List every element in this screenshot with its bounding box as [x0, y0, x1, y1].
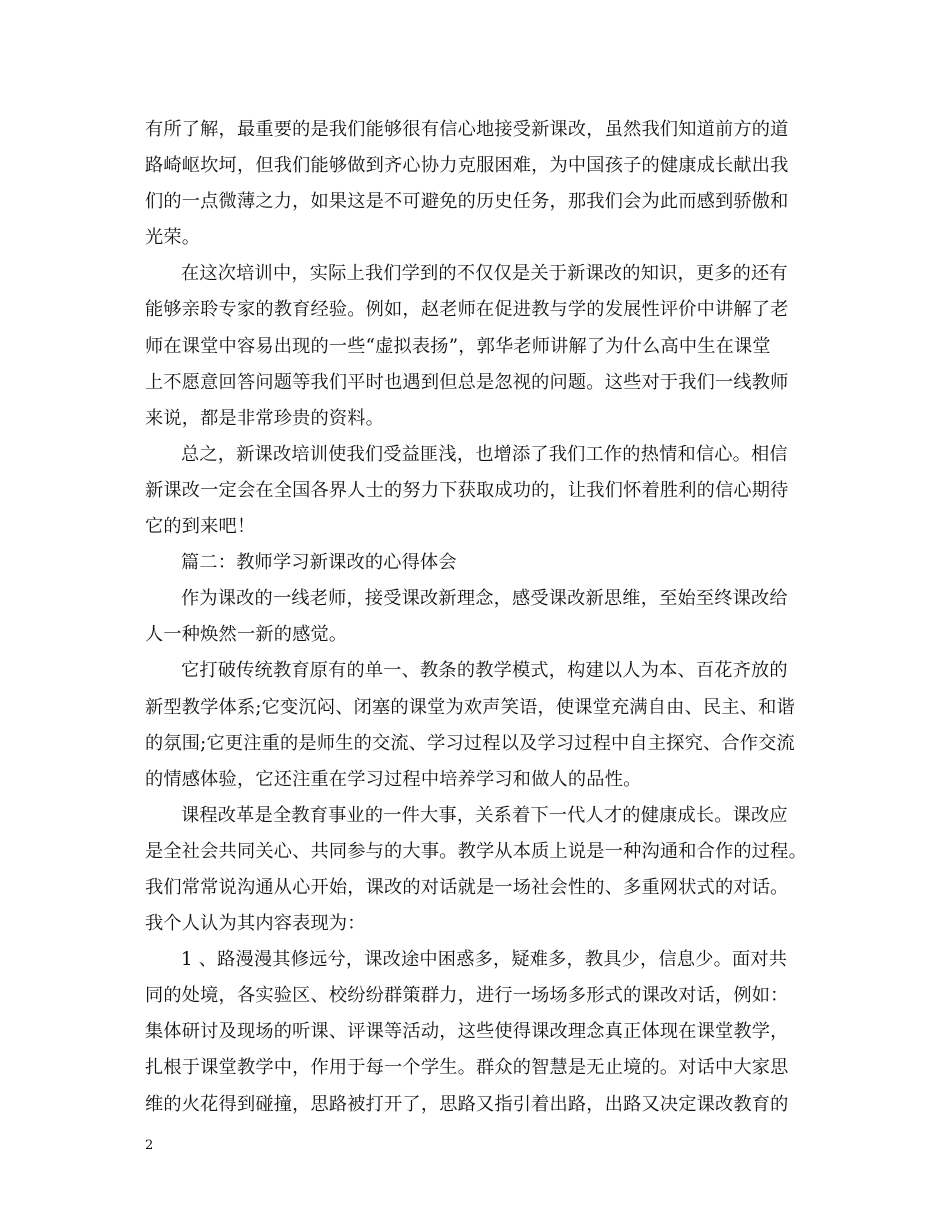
text-line: 师在课堂中容易出现的一些“虚拟表扬”，郭华老师讲解了为什么高中生在课堂	[145, 335, 771, 357]
text-line: 来说，都是非常珍贵的资料。	[145, 407, 385, 429]
text-line: 总之，新课改培训使我们受益匪浅，也增添了我们工作的热情和信心。相信	[181, 443, 788, 465]
text-line: 作为课改的一线老师，接受课改新理念，感受课改新思维，至始至终课改给	[181, 588, 788, 610]
text-line: 课程改革是全教育事业的一件大事，关系着下一代人才的健康成长。课改应	[181, 804, 788, 826]
document-body	[145, 112, 825, 1123]
text-line: 的氛围;它更注重的是师生的交流、学习过程以及学习过程中自主探究、合作交流	[145, 732, 795, 754]
text-line: 篇二：教师学习新课改的心得体会	[181, 552, 457, 574]
text-line: 同的处境，各实验区、校纷纷群策群力，进行一场场多形式的课改对话，例如：	[145, 985, 789, 1007]
text-line: 1 、路漫漫其修远兮，课改途中困惑多，疑难多，教具少，信息少。面对共	[181, 949, 788, 971]
text-line: 集体研讨及现场的听课、评课等活动，这些使得课改理念真正体现在课堂教学，	[145, 1021, 789, 1043]
text-line: 们的一点微薄之力，如果这是不可避免的历史任务，那我们会为此而感到骄傲和	[145, 191, 789, 213]
text-line: 的情感体验，它还注重在学习过程中培养学习和做人的品性。	[145, 768, 642, 790]
text-line: 维的火花得到碰撞，思路被打开了，思路又指引着出路，出路又决定课改教育的	[145, 1093, 789, 1115]
text-line: 上不愿意回答问题等我们平时也遇到但总是忽视的问题。这些对于我们一线教师	[145, 371, 789, 393]
text-line: 它打破传统教育原有的单一、教条的教学模式，构建以人为本、百花齐放的	[181, 660, 788, 682]
text-line: 我个人认为其内容表现为：	[145, 913, 366, 935]
text-line: 我们常常说沟通从心开始，课改的对话就是一场社会性的、多重网状式的对话。	[145, 876, 789, 898]
text-line: 扎根于课堂教学中，作用于每一个学生。群众的智慧是无止境的。对话中大家思	[145, 1057, 789, 1079]
text-line: 新型教学体系;它变沉闷、闭塞的课堂为欢声笑语，使课堂充满自由、民主、和谐	[145, 696, 795, 718]
page-number: 2	[145, 1138, 154, 1153]
text-line: 人一种焕然一新的感觉。	[145, 624, 348, 646]
text-line: 有所了解，最重要的是我们能够很有信心地接受新课改，虽然我们知道前方的道	[145, 119, 789, 140]
text-line: 在这次培训中，实际上我们学到的不仅仅是关于新课改的知识，更多的还有	[181, 263, 788, 285]
text-line: 是全社会共同关心、共同参与的大事。教学从本质上说是一种沟通和合作的过程。	[145, 840, 807, 862]
text-line: 能够亲聆专家的教育经验。例如，赵老师在促进教与学的发展性评价中讲解了老	[145, 299, 789, 321]
text-line: 路崎岖坎坷，但我们能够做到齐心协力克服困难，为中国孩子的健康成长献出我	[145, 155, 789, 177]
text-line: 光荣。	[145, 227, 201, 249]
text-line: 它的到来吧！	[145, 516, 256, 538]
text-line: 新课改一定会在全国各界人士的努力下获取成功的，让我们怀着胜利的信心期待	[145, 479, 789, 501]
